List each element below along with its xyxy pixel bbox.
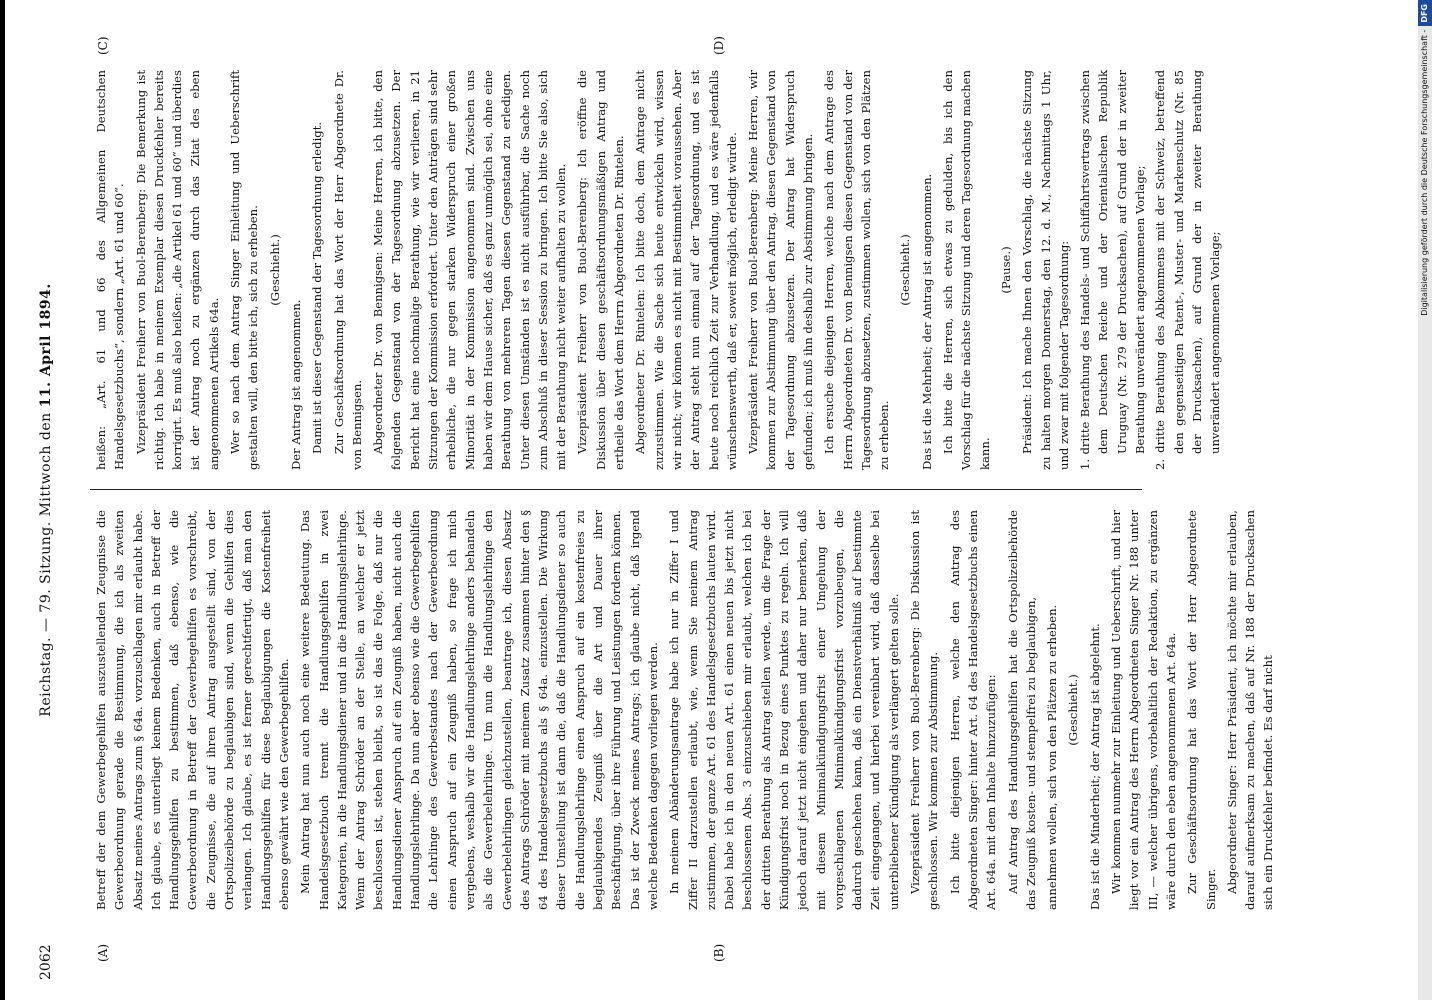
- paragraph: Mein Antrag hat nun auch noch eine weitere Bedeutung. Das Handelsgesetzbuch trennt die Handlungsgehilfen in zwei Kategorien, in die Handlungsdiener und in die Handlungslehrlinge. Wenn der Antrag Schröder an der Stelle, an welcher er jetzt beschlossen ist, stehen bleibt, so ist das die Folge, daß nur die Handlungsdiener Anspruch auf ein Zeugniß haben, nicht auch die Handlungslehrlinge. Da nun aber ebenso wie die Gewerbegehilfen die Lehrlinge des Gewerbestandes nach der Gewerbeordnung einen Anspruch auf ein Zeugniß haben, so frage ich mich vergebens, weshalb wir die Handlungslehrlinge anders behandeln als die Gewerbelehrlinge. Um nun die Handlungslehrlinge den Gewerbelehrlingen gleichzustellen, beantrage ich, diesen Absatz des Antrags Schröder mit meinem Zusatz zusammen hinter den § 64 des Handelsgesetzbuchs als § 64a. einzustellen. Die Wirkung dieser Umstellung ist dann die, daß die Handlungsdiener so auch die Handlungslehrlinge einen Anspruch auf ein kostenfreies zu beglaubigendes Zeugniß über die Art und Dauer ihrer Beschäftigung, über ihre Führung und Leistungen fordern können. Das ist der Zweck meines Antrags; ich glaube nicht, daß irgend welche Bedenken dagegen vorliegen werden.: [298, 510, 660, 910]
- digitization-credit: [1418, 0, 1432, 1000]
- left-column: [92, 510, 1276, 910]
- paragraph: Vizepräsident Freiherr von Buol-Berenberg: Die Diskussion ist geschlossen. Wir kommen zur Abstimmung.: [908, 510, 941, 910]
- paragraph: Wir kommen nunmehr zur Einleitung und Ueberschrift, und hier liegt vor ein Antrag des Herrn Abgeordneten Singer Nr. 188 unter III, — welcher übrigens, vorbehaltlich der Redaktion, zu ergänzen wäre durch den eben angenommenen Art. 64a.: [1109, 510, 1178, 910]
- paragraph: In meinem Abänderungsantrage habe ich nur in Ziffer I und Ziffer II darzustellen erlaubt, wie, wenn Sie meinem Antrag zustimmen, der ganze Art. 61 des Handelsgesetzbuchs lauten wird. Dabei habe ich in den neuen Art. 61 einen neuen bis jetzt nicht beschlossenen Abs. 3 einzuschieben mir erlaubt, welchen ich bei der dritten Berathung als Antrag stellen werde, um die Frage der Kündigungsfrist noch in Bezug eines Punktes zu regeln. Ich will jedoch darauf jetzt nicht eingehen und daher nur bemerken, daß mit diesem Minimalkündigungsfrist einer Umgehung der vorgeschlagenen Minimalkündigungsfrist vorzubeugen, die dadurch geschehen kann, daß ein Dienstverhältniß auf bestimmte Zeit eingegangen, und hierbei vereinbart wird, daß dasselbe bei unterbliebener Kündigung als verlängert gelten solle.: [667, 510, 901, 910]
- stage-direction: (Geschieht.): [267, 234, 282, 306]
- margin-marker-c: (C): [96, 36, 110, 55]
- paragraph: Ich bitte die Herren, sich etwas zu gedulden, bis ich den Vorschlag für die nächste Sitzung und deren Tagesordnung machen kann.: [941, 70, 992, 470]
- paragraph: Vizepräsident Freiherr von Buol-Berenberg: Ich eröffne die Diskussion über diesen geschäftsordnungsmäßigen Antrag und ertheile das Wort dem Herrn Abgeordneten Dr. Rintelen.: [575, 70, 627, 470]
- paragraph: Damit ist dieser Gegenstand der Tagesordnung erledigt.: [310, 121, 325, 454]
- paragraph: Wer so nach dem Antrag Singer Einleitung und Ueberschrift gestalten will, den bitte ich, sich zu erheben.: [228, 70, 261, 470]
- credit-text: Digitalisierung gefördert durch die Deutsche Forschungsgemeinschaft -: [1420, 29, 1429, 316]
- paragraph: Zur Geschäftsordnung hat das Wort der Herr Abgeordnete Singer.: [1185, 510, 1218, 910]
- stage-direction: (Geschieht.): [1066, 674, 1081, 746]
- paragraph: heißen: „Art. 61 und 66 des Allgemeinen Deutschen Handelsgesetzbuchs“, sondern „Art. 61 und 60“.: [94, 70, 127, 470]
- right-column: [92, 70, 1223, 470]
- column-divider: [90, 489, 1142, 490]
- paragraph: Das ist die Mehrheit; der Antrag ist angenommen.: [919, 173, 934, 470]
- paragraph: Ich bitte diejenigen Herren, welche den Antrag des Abgeordneten Singer: hinter Art. 64 des Handelsgesetzbuchs einen Art. 64a. mit dem Inhalte hinzuzufügen:: [947, 510, 999, 910]
- paragraph: Betreff der dem Gewerbegehilfen auszustellenden Zeugnisse die Gewerbeordnung gerade die Bestimmung, die ich als zweiten Absatz meines Antrags zum § 64a. vorzuschlagen mir erlaubt habe. Ich glaube, es unterliegt keinem Bedenken, auch in Betreff der Handlungsgehilfen zu bestimmen, daß ebenso, wie die Gewerbeordnung in Betreff der Gewerbegehilfen es vorschreibt, die Zeugnisse, die auf ihren Antrag ausgestellt sind, von der Ortspolizeibehörde zu beglaubigen sind, wenn die Gehilfen dies verlangen. Ich glaube, es ist ferner gerechtfertigt, daß man den Handlungsgehilfen für diese Beglaubigungen die Kostenfreiheit ebenso gewährt wie den Gewerbegehilfen.: [94, 510, 291, 910]
- paragraph: Abgeordneter Dr. von Bennigsen: Meine Herren, ich bitte, den folgenden Gegenstand von der Tagesordnung abzusetzen. Der Bericht hat eine nochmalige Berathung, wie wir verlieren, in 21 Sitzungen der Kommission erfordert. Unter den Anträgen sind sehr erhebliche, die nur gegen starken Widerspruch einer großen Minorität in der Kommission angenommen sind. Zwischen uns haben wir dem Hause sicher, daß es ganz unmöglich sei, ohne eine Berathung von mehreren Tagen diesen Gegenstand zu erledigen. Unter diesen Umständen ist es nicht ausführbar, die Sache noch zum Abschluß in dieser Session zu bringen. Ich bitte Sie also, sich mit der Berathung nicht weiter aufhalten zu wollen.: [371, 70, 569, 470]
- paragraph: Abgeordneter Dr. Rintelen: Ich bitte doch, dem Antrage nicht zuzustimmen. Wie die Sache sich heute entwickeln wird, wissen wir nicht; wir können es nicht mit Bestimmtheit voraussehen. Aber der Antrag steht nun einmal auf der Tagesordnung, und es ist heute noch reichlich Zeit zur Verhandlung, und es wäre jedenfalls wünschenswerth, daß er, soweit möglich, erledigt würde.: [633, 70, 739, 470]
- margin-marker-d: (D): [712, 36, 726, 55]
- header-title: [38, 20, 54, 980]
- quoted-motion: Auf Antrag des Handlungsgehilfen hat die Ortspolizeibehörde das Zeugniß kosten- und stempelfrei zu beglaubigen,: [1005, 510, 1038, 910]
- agenda-item: 2. dritte Berathung des Abkommens mit der Schweiz, betreffend den gegenseitigen Patent-, Muster- und Markenschutz (Nr. 85 der Drucksachen), auf Grund der in zweiter Berathung unverändert angenommenen Vorlage;: [1153, 70, 1223, 470]
- paragraph: Ich ersuche diejenigen Herren, welche nach dem Antrage des Herrn Abgeordneten Dr. von Bennigsen diesen Gegenstand von der Tagesordnung abzusetzen, zustimmen wollen, sich von den Plätzen zu erheben.: [822, 70, 892, 470]
- paragraph: Zur Geschäftsordnung hat das Wort der Herr Abgeordnete Dr. von Bennigsen.: [331, 70, 364, 470]
- paragraph: Der Antrag ist angenommen.: [288, 299, 303, 470]
- paragraph: annehmen wollen, sich von den Plätzen zu erheben.: [1045, 604, 1060, 910]
- margin-marker-a: (A): [96, 943, 110, 962]
- margin-marker-b: (B): [712, 943, 726, 962]
- agenda-item: 1. dritte Berathung des Handels- und Schiffahrtsvertrags zwischen dem Deutschen Reiche und der Orientalischen Republik Uruguay (Nr. 279 der Drucksachen), auf Grund der in zweiter Berathung unverändert angenommenen Vorlage;: [1078, 70, 1148, 470]
- paragraph: Präsident: Ich mache Ihnen den Vorschlag, die nächste Sitzung zu halten morgen Donnerstag, den 12. d. M., Nachmittags 1 Uhr, und zwar mit folgender Tagesordnung:: [1020, 70, 1071, 470]
- paragraph: Abgeordneter Singer: Herr Präsident, ich möchte mir erlauben, darauf aufmerksam zu machen, daß auf Nr. 188 der Drucksachen sich ein Druckfehler befindet. Es darf nicht: [1224, 510, 1276, 910]
- header-date: 11. April 1894.: [38, 283, 54, 408]
- paragraph: Vizepräsident Freiherr von Buol-Berenberg: Meine Herren, wir kommen zur Abstimmung über den Antrag, diesen Gegenstand von der Tagesordnung abzusetzen. Der Antrag hat Widerspruch gefunden; ich muß ihn deshalb zur Abstimmung bringen.: [746, 70, 815, 470]
- page-number: 2062: [38, 944, 54, 980]
- paragraph: Das ist die Minderheit; der Antrag ist abgelehnt.: [1087, 623, 1102, 910]
- paragraph: Vizepräsident Freiherr von Buol-Berenberg: Die Bemerkung ist richtig. Ich habe in meinem Exemplar diesen Druckfehler bereits korrigirt. Es muß also heißen: „die Artikel 61 und 60“ und überdies ist der Antrag noch zu ergänzen durch das Zitat des eben angenommenen Artikels 64a.: [133, 70, 221, 470]
- header-session: Reichstag. — 79. Sitzung. Mittwoch den: [38, 412, 54, 717]
- running-head: [32, 20, 58, 980]
- stage-direction: (Pause.): [998, 246, 1013, 294]
- stage-direction: (Geschieht.): [898, 234, 913, 306]
- dfg-logo: DFG: [1418, 0, 1432, 26]
